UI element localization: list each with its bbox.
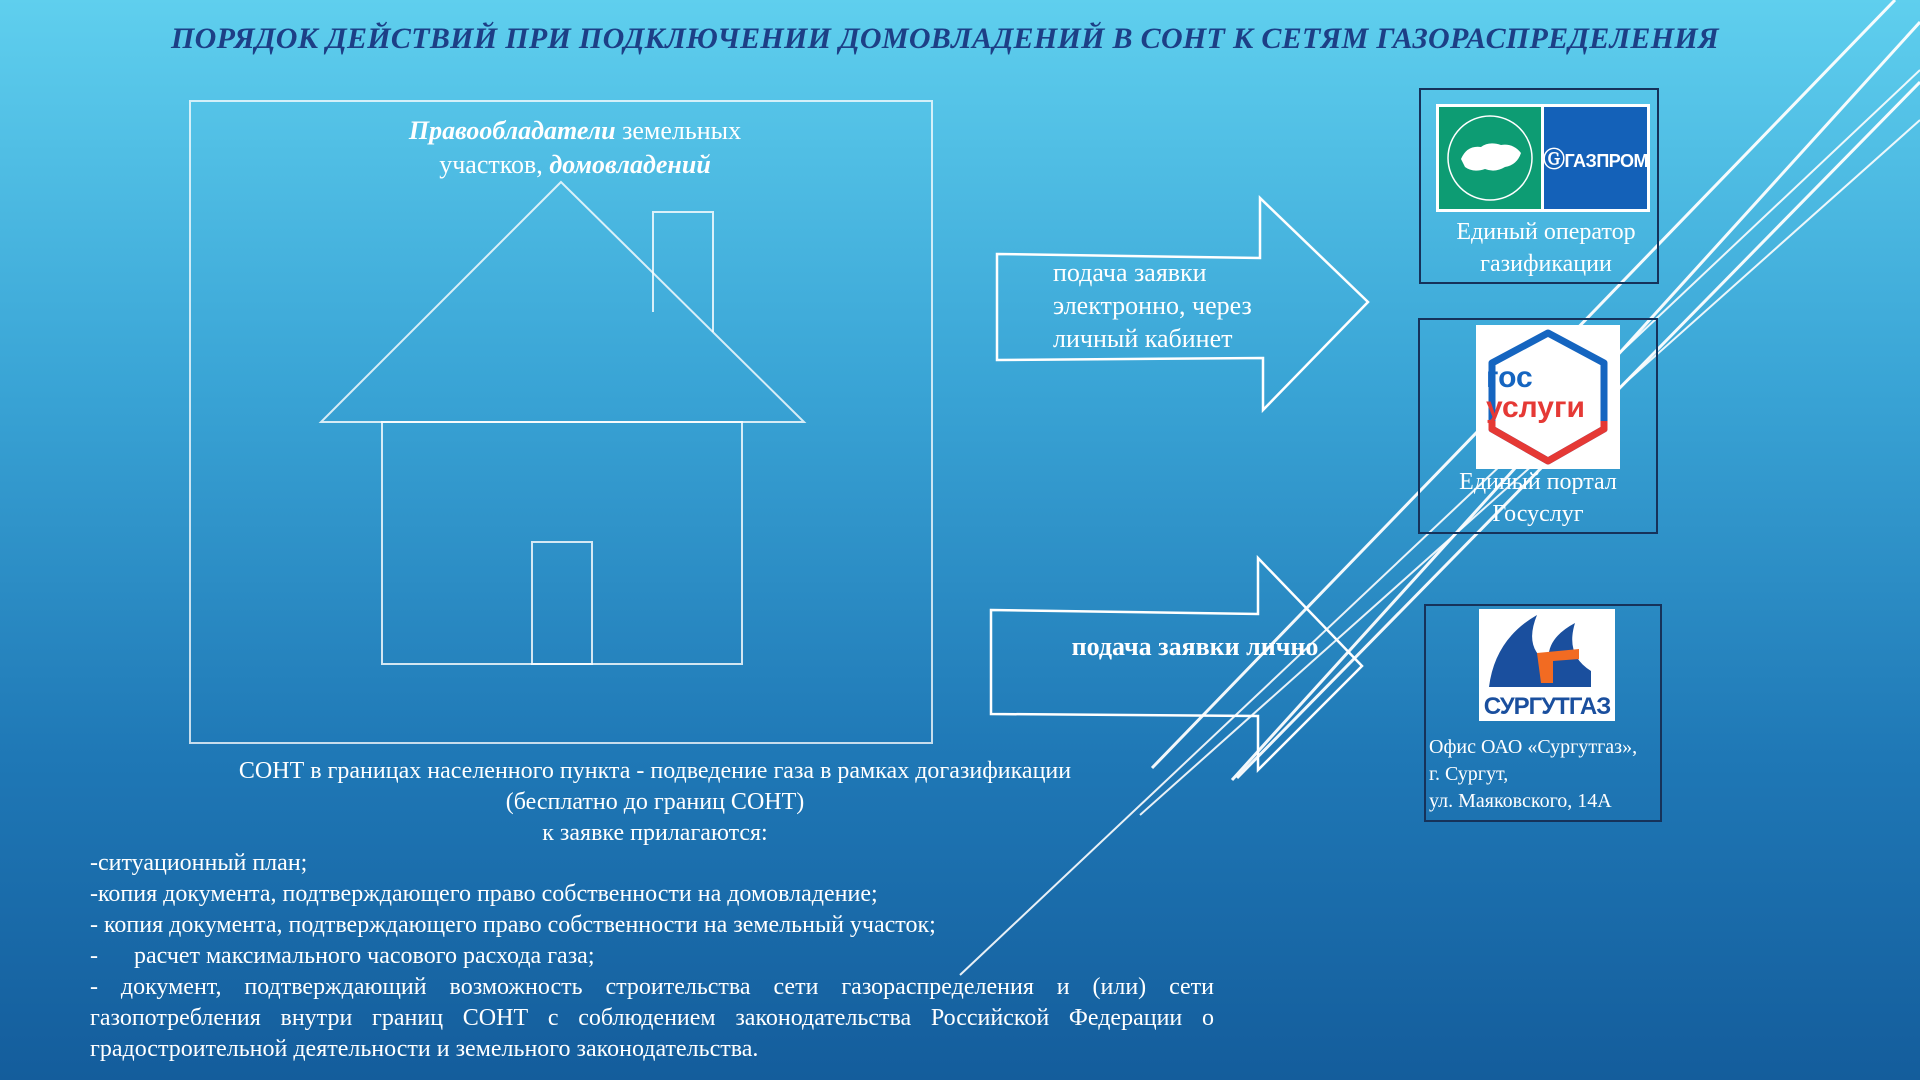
- surgutgaz-office-address: [1429, 734, 1661, 815]
- gazprom-wordmark: [1544, 107, 1647, 209]
- document-item: -ситуационный план;: [90, 850, 308, 876]
- gazprom-text: ⒼГАЗПРОМ: [1542, 146, 1649, 172]
- address-line-2: г. Сургут,: [1429, 763, 1509, 785]
- page-title: ПОРЯДОК ДЕЙСТВИЙ ПРИ ПОДКЛЮЧЕНИИ ДОМОВЛАДЕНИЙ В СОНТ К СЕТЯМ ГАЗОРАСПРЕДЕЛЕНИЯ: [171, 22, 1719, 55]
- surgutgaz-logo: [1479, 609, 1615, 721]
- documents-list: [90, 848, 1214, 1065]
- arrow-personal-label: подача заявки лично: [1071, 632, 1319, 661]
- gazprom-logo: [1436, 104, 1650, 212]
- gazification-logo: [1439, 107, 1541, 209]
- arrow-electronic-label: подача заявки электронно, через личный кабинет: [1053, 258, 1252, 353]
- gosuslugi-line2: услуги: [1486, 391, 1585, 424]
- russia-map-icon: [1439, 107, 1541, 209]
- arrow-personal: [991, 558, 1362, 770]
- document-item: - документ, подтверждающий возможность строительства сети газораспределения и (или) сети газопотребления внутри границ СОНТ с соблюдением законодательства Российской Федерации о градостроительной деятельности и земельного законодательства.: [90, 974, 1214, 1062]
- address-line-1: Офис ОАО «Сургутгаз»,: [1429, 736, 1638, 758]
- gosuslugi-logo: [1476, 325, 1620, 469]
- document-item: - расчет максимального часового расхода газа;: [90, 943, 595, 969]
- owners-bold-2: домовладений: [549, 150, 711, 179]
- flame-icon: [1479, 609, 1615, 693]
- owners-bold-1: Правообладатели: [408, 116, 616, 145]
- sont-line-2: (бесплатно до границ СОНТ): [505, 789, 805, 815]
- gosuslugi-line1: гос: [1486, 361, 1533, 394]
- document-item: -копия документа, подтверждающего право собственности на домовладение;: [90, 881, 878, 907]
- document-item: - копия документа, подтверждающего право собственности на земельный участок;: [90, 912, 936, 938]
- owners-text-2: участков,: [439, 150, 550, 179]
- gosuslugi-wordmark: [1486, 363, 1616, 423]
- address-line-3: ул. Маяковского, 14А: [1429, 790, 1612, 812]
- gazprom-caption: Единый оператор газификации: [1456, 219, 1636, 277]
- sont-line-3: к заявке прилагаются:: [542, 820, 768, 846]
- sont-line-1: СОНТ в границах населенного пункта - подведение газа в рамках догазификации: [238, 758, 1072, 784]
- owners-text-1: земельных: [615, 116, 742, 145]
- gosuslugi-caption: Единый портал Госуслуг: [1459, 469, 1617, 527]
- sont-description: [60, 756, 1250, 849]
- surgutgaz-wordmark: СУРГУТГАЗ: [1483, 693, 1611, 720]
